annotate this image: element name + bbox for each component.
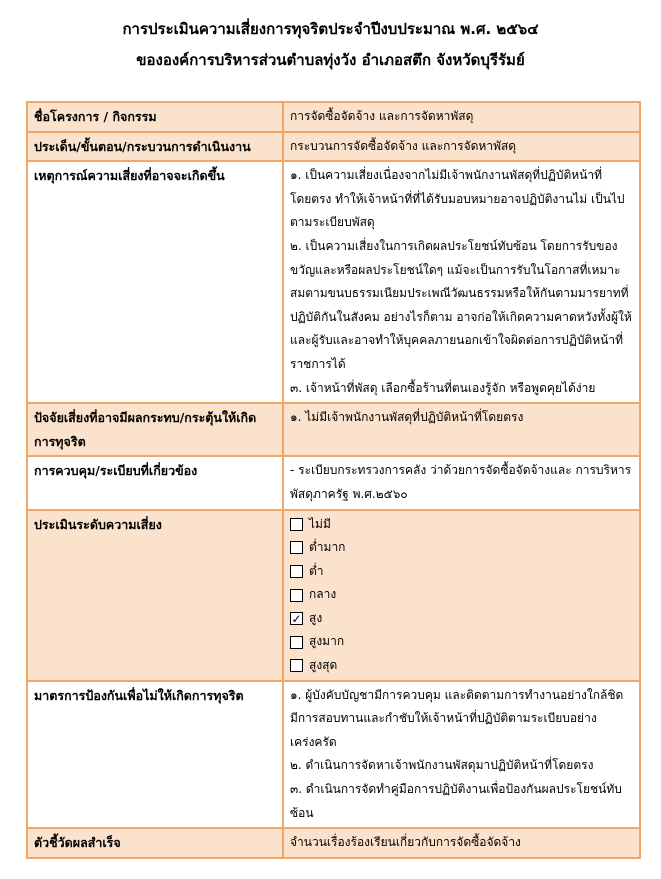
row-controls bbox=[27, 456, 640, 509]
checkbox-icon[interactable] bbox=[290, 518, 303, 531]
process-value: กระบวนการจัดซื้อจัดจ้าง และการจัดหาพัสดุ bbox=[283, 132, 640, 162]
level-option-low[interactable]: ต่ำ bbox=[290, 560, 633, 584]
checkbox-icon[interactable] bbox=[290, 541, 303, 554]
row-indicator bbox=[27, 828, 640, 858]
indicator-label: ตัวชี้วัดผลสำเร็จ bbox=[27, 828, 283, 858]
events-label: เหตุการณ์ความเสี่ยงที่อาจจะเกิดขึ้น bbox=[27, 161, 283, 403]
level-option-very-low[interactable]: ต่ำมาก bbox=[290, 536, 633, 560]
row-risk-factors bbox=[27, 403, 640, 456]
prevention-item-1: ๑. ผู้บังคับบัญชามีการควบคุม และติดตามการทำงานอย่างใกล้ชิด มีการสอบทานและกำชับให้เจ้าหน้าที่ปฏิบัติตามระเบียบอย่างเคร่งครัด bbox=[290, 687, 624, 749]
indicator-value: จำนวนเรื่องร้องเรียนเกี่ยวกับการจัดซื้อจัดจ้าง bbox=[283, 828, 640, 858]
row-process bbox=[27, 132, 640, 162]
row-risk-level bbox=[27, 510, 640, 681]
checkbox-icon[interactable] bbox=[290, 589, 303, 602]
event-item-3: ๓. เจ้าหน้าที่พัสดุ เลือกซื้อร้านที่ตนเองรู้จัก หรือพูดคุยได้ง่าย bbox=[290, 380, 596, 395]
factors-value: ๑. ไม่มีเจ้าพนักงานพัสดุที่ปฏิบัติหน้าที่โดยตรง bbox=[283, 403, 640, 456]
level-label: ประเมินระดับความเสี่ยง bbox=[27, 510, 283, 681]
event-item-2: ๒. เป็นความเสี่ยงในการเกิดผลประโยชน์ทับซ้อน โดยการรับของขวัญและหรือผลประโยชน์ใดๆ แม้จะเป็นการรับในโอกาสที่เหมาะสมตามขนบธรรมเนียมประเพณีวัฒนธรรมหรือให้กันตามมารยาทที่ปฏิบัติกันในสังคม อย่างไรก็ตาม อาจก่อให้เกิดความคาดหวังทั้งผู้ให้และผู้รับและอาจทำให้บุคคลภายนอกเข้าใจผิดต่อการปฏิบัติหน้าที่ราชการได้ bbox=[290, 238, 632, 371]
checkbox-icon[interactable] bbox=[290, 565, 303, 578]
risk-assessment-table bbox=[26, 101, 641, 859]
level-option-medium[interactable]: กลาง bbox=[290, 583, 633, 607]
row-project bbox=[27, 102, 640, 132]
level-option-highest[interactable]: สูงสุด bbox=[290, 654, 633, 678]
factors-label: ปัจจัยเสี่ยงที่อาจมีผลกระทบ/กระตุ้นให้เกิดการทุจริต bbox=[27, 403, 283, 456]
process-label: ประเด็น/ขั้นตอน/กระบวนการดำเนินงาน bbox=[27, 132, 283, 162]
prevention-item-2: ๒. ดำเนินการจัดหาเจ้าพนักงานพัสดุมาปฏิบัติหน้าที่โดยตรง bbox=[290, 758, 594, 773]
checkbox-icon[interactable]: ✓ bbox=[291, 611, 302, 626]
level-option-none[interactable]: ไม่มี bbox=[290, 513, 633, 537]
controls-value: - ระเบียบกระทรวงการคลัง ว่าด้วยการจัดซื้อจัดจ้างและ การบริหารพัสดุภาครัฐ พ.ศ.๒๕๖๐ bbox=[283, 456, 640, 509]
event-item-1: ๑. เป็นความเสี่ยงเนื่องจากไม่มีเจ้าพนักงานพัสดุที่ปฏิบัติหน้าที่โดยตรง ทำให้เจ้าหน้าที่ที่ได้รับมอบหมายอาจปฏิบัติงานไม่ เป็นไปตามระเบียบพัสดุ bbox=[290, 168, 625, 230]
checkbox-icon[interactable] bbox=[290, 659, 303, 672]
row-risk-events bbox=[27, 161, 640, 403]
checkbox-icon[interactable] bbox=[290, 636, 303, 649]
page-title: การประเมินความเสี่ยงการทุจริตประจำปีงบประมาณ พ.ศ. ๒๕๖๔ bbox=[122, 20, 539, 38]
row-prevention bbox=[27, 681, 640, 829]
prevention-value bbox=[283, 681, 640, 829]
prevention-item-3: ๓. ดำเนินการจัดทำคู่มือการปฏิบัติงานเพื่อป้องกันผลประโยชน์ทับซ้อน bbox=[290, 782, 622, 820]
level-option-very-high[interactable]: สูงมาก bbox=[290, 630, 633, 654]
controls-label: การควบคุม/ระเบียบที่เกี่ยวข้อง bbox=[27, 456, 283, 509]
page-subtitle: ขององค์การบริหารส่วนตำบลทุ่งวัง อำเภอสตึก จังหวัดบุรีรัมย์ bbox=[136, 51, 525, 69]
events-value bbox=[283, 161, 640, 403]
prevention-label: มาตรการป้องกันเพื่อไม่ให้เกิดการทุจริต bbox=[27, 681, 283, 829]
project-value: การจัดซื้อจัดจ้าง และการจัดหาพัสดุ bbox=[283, 102, 640, 132]
level-options bbox=[283, 510, 640, 681]
level-option-high[interactable]: ✓ สูง bbox=[291, 610, 323, 626]
project-label: ชื่อโครงการ / กิจกรรม bbox=[27, 102, 283, 132]
